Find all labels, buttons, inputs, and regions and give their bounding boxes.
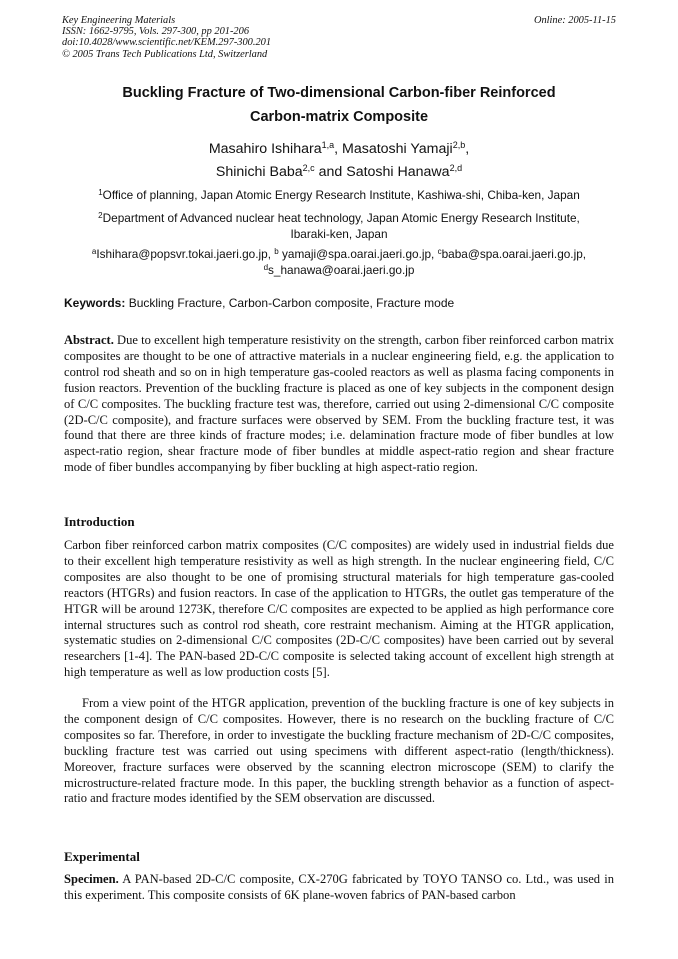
specimen-text: A PAN-based 2D-C/C composite, CX-270G fabricated by TOYO TANSO co. Ltd., was used in this experiment. This composite consists of 6K plane-woven fabrics of PAN-based carbon (64, 872, 614, 902)
affiliation-number: 1 (98, 188, 103, 197)
affiliation-number: 2 (98, 211, 103, 220)
experimental-heading: Experimental (64, 849, 140, 864)
email-address: baba@spa.oarai.jaeri.go.jp, (441, 247, 587, 261)
keywords (64, 295, 624, 311)
journal-name: Key Engineering Materials (62, 15, 176, 26)
title-line-1: Buckling Fracture of Two-dimensional Carbon-fiber Reinforced (122, 85, 556, 101)
affiliation-text: Office of planning, Japan Atomic Energy Research Institute, Kashiwa-shi, Chiba-ken, Japan (102, 188, 580, 202)
affiliation-2 (40, 210, 638, 242)
email-mark: b (274, 247, 279, 256)
email-list (40, 246, 638, 278)
email-address: s_hanawa@oarai.jaeri.go.jp (268, 263, 415, 277)
author-name: Shinichi Baba (215, 164, 303, 180)
keywords-label: Keywords: (64, 296, 126, 310)
introduction-heading: Introduction (64, 514, 135, 529)
affiliation-text: Department of Advanced nuclear heat technology, Japan Atomic Energy Research Institute, (102, 211, 580, 225)
author-affiliation-mark: 2,b (452, 140, 466, 150)
affiliation-text: Ibaraki-ken, Japan (290, 227, 388, 241)
affiliation-1 (40, 187, 638, 203)
title-line-2: Carbon-matrix Composite (249, 109, 429, 125)
specimen-paragraph (64, 872, 614, 904)
author-affiliation-mark: 2,d (449, 163, 463, 173)
author-name: Satoshi Hanawa (346, 164, 450, 180)
author-name: Masahiro Ishihara (208, 141, 322, 157)
abstract (64, 333, 614, 476)
email-mark: c (437, 247, 442, 256)
issn-line: ISSN: 1662-9795, Vols. 297-300, pp 201-206 (62, 26, 250, 38)
paper-title (40, 81, 638, 129)
email-address: yamaji@spa.oarai.jaeri.go.jp, (282, 247, 435, 261)
introduction-paragraph-1: Carbon fiber reinforced carbon matrix composites (C/C composites) are widely used in industrial fields due to their excellent high temperature resistivity as well as high strength. In the nuclear engineering field, C/C composites are also thought to be one of promising structural materials for high temperature gas-cooled reactors (HTGRs) and fusion reactors. In case of the application to HTGRs, the outlet gas temperature of the HTGR will be around 1273K, therefore C/C composites are expected to be applied as high performance core internal structures such as control rod sheath, core restraint mechanism. Aiming at the HTGR application, systematic studies on 2-dimensional C/C composites (2D-C/C composites) have been carried out by several researchers [1-4]. The PAN-based 2D-C/C composite is selected taking account of excellent high strength at high temperature as well as low production costs [5]. (64, 538, 614, 680)
keywords-text: Buckling Fracture, Carbon-Carbon composite, Fracture mode (128, 296, 455, 310)
email-mark: d (263, 263, 269, 272)
author-affiliation-mark: 1,a (321, 140, 335, 150)
online-date: Online: 2005-11-15 (533, 15, 616, 26)
author-conjunction: and (318, 164, 343, 180)
introduction-paragraph-2: From a view point of the HTGR application, prevention of the buckling fracture is one of key subjects in the component design of C/C composites. However, there is no research on the buckling fracture of C/C composites so far. Therefore, in order to investigate the buckling fracture mechanism of 2D-C/C composites, buckling fracture test was carried out using specimens with different aspect-ratio (length/thickness). Moreover, fracture surfaces were observed by the scanning electron microscope (SEM) to clarify the microstructure-related fracture mode. In this paper, the buckling strength behavior as a function of aspect-ratio and fracture modes identified by the SEM observation are discussed. (64, 696, 614, 806)
journal-header (62, 15, 616, 60)
author-name: Masatoshi Yamaji (342, 141, 453, 157)
specimen-label: Specimen. (64, 872, 119, 886)
email-mark: a (91, 247, 97, 256)
doi-line: doi:10.4028/www.scientific.net/KEM.297-300.201 (62, 37, 272, 49)
author-list: Masahiro Ishihara$^{1,a}$, Masatoshi Yamaji$^{2,b}$, Shinichi Baba$^{2,c}$ and Satoshi Hanawa$^{2,d}$ (208, 140, 470, 180)
author-affiliation-mark: 2,c (302, 163, 315, 173)
abstract-text: Due to excellent high temperature resistivity on the strength, carbon fiber reinforced carbon matrix composites are thought to be one of attractive materials in a nuclear engineering field, e.g. the application to control rod sheath and so on in high temperature gas-cooled reactors as well as plasma facing components in fusion reactors. Prevention of the buckling fracture is placed as one of key subjects in the component design of C/C composites. The buckling fracture test was, therefore, carried out using 2-dimensional C/C composite (2D-C/C composite), and fracture surfaces were observed by SEM. From the buckling fracture test, it was found that there are three kinds of fracture modes; i.e. delamination fracture mode of fiber bundles at low aspect-ratio region, shear fracture mode of fiber bundles at middle aspect-ratio region and shear fracture mode of fiber bundles accompanying by fiber buckling at high aspect-ratio region. (64, 333, 614, 475)
copyright-line: © 2005 Trans Tech Publications Ltd, Switzerland (62, 48, 268, 60)
abstract-label: Abstract. (64, 333, 114, 347)
email-address: Ishihara@popsvr.tokai.jaeri.go.jp, (96, 247, 271, 261)
